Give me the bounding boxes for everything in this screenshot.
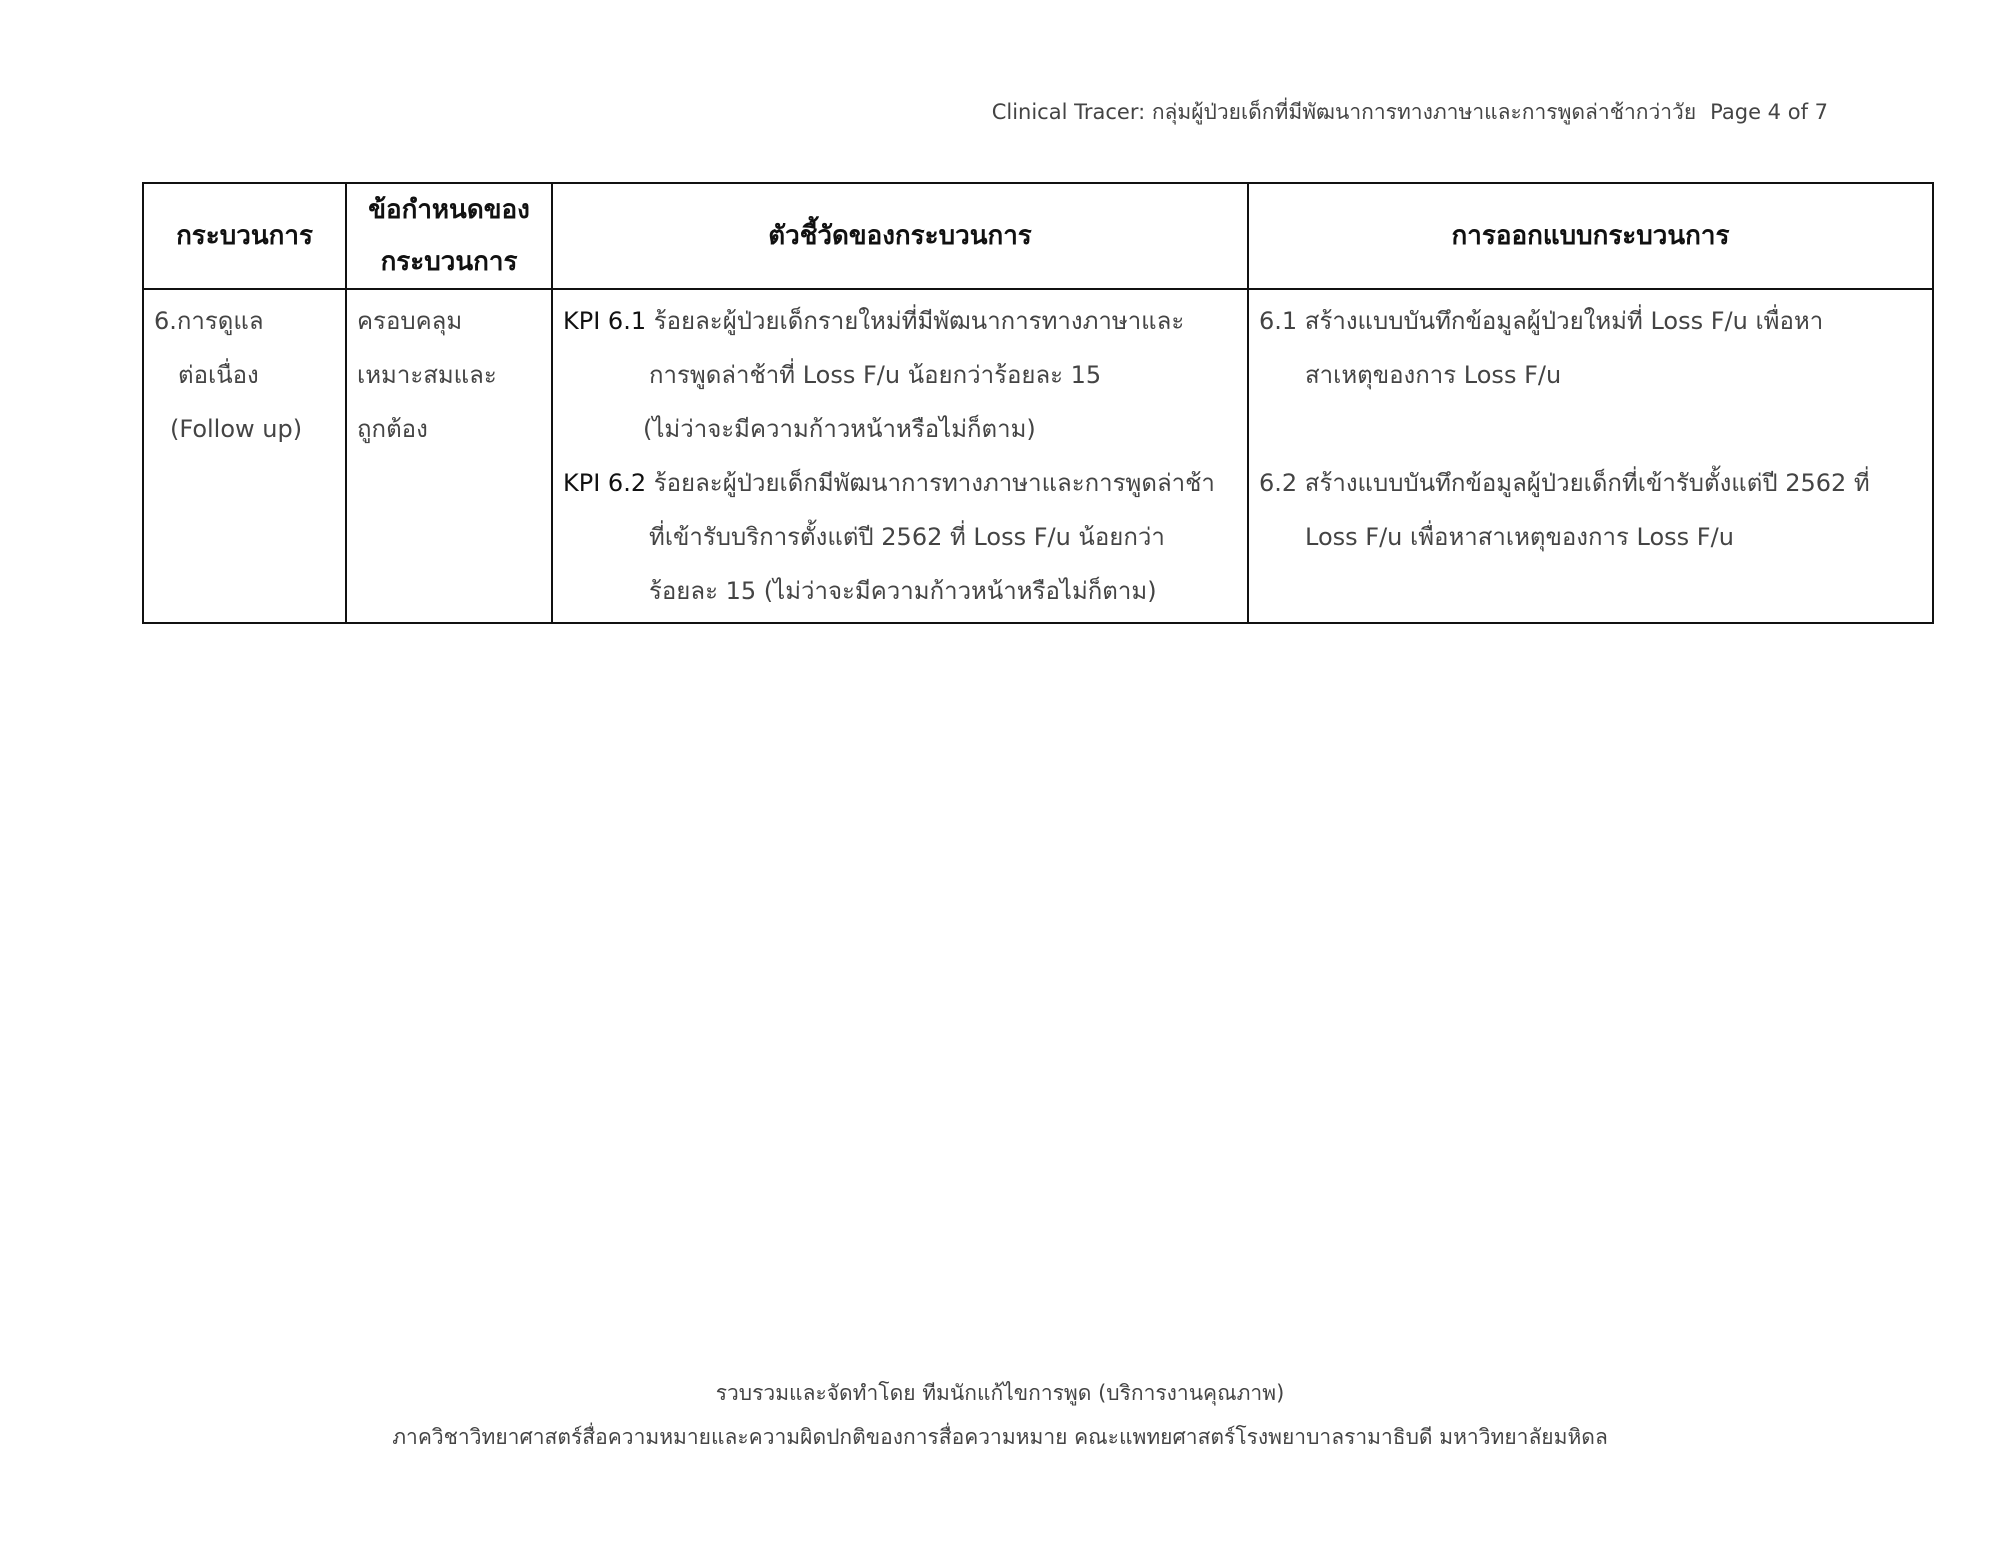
cell-design (1248, 289, 1933, 623)
kpi-6-1: KPI 6.1 ร้อยละผู้ป่วยเด็กรายใหม่ที่มีพัฒนาการทางภาษาและ (563, 307, 1185, 335)
kpi-line: ร้อยละ 15 (ไม่ว่าจะมีความก้าวหน้าหรือไม่ก็ตาม) (649, 577, 1157, 605)
clinical-tracer-table (142, 182, 1934, 624)
kpi-line: ที่เข้ารับบริการตั้งแต่ปี 2562 ที่ Loss F/u น้อยกว่า (649, 523, 1165, 551)
design-line: Loss F/u เพื่อหาสาเหตุของการ Loss F/u (1305, 523, 1734, 551)
design-line: 6.2 สร้างแบบบันทึกข้อมูลผู้ป่วยเด็กที่เข้ารับตั้งแต่ปี 2562 ที่ (1259, 469, 1870, 497)
header-indicator: ตัวชี้วัดของกระบวนการ (552, 183, 1248, 289)
requirement-line: ครอบคลุม (357, 307, 463, 335)
process-line: (Follow up) (170, 415, 303, 443)
design-line: 6.1 สร้างแบบบันทึกข้อมูลผู้ป่วยใหม่ที่ Loss F/u เพื่อหา (1259, 307, 1824, 335)
process-line: 6.การดูแล (154, 307, 264, 335)
cell-process (143, 289, 346, 623)
page-number: Page 4 of 7 (1710, 100, 1828, 124)
design-blank (1259, 402, 1922, 456)
kpi-6-2: KPI 6.2 ร้อยละผู้ป่วยเด็กมีพัฒนาการทางภาษาและการพูดล่าช้า (563, 469, 1215, 497)
requirement-line: เหมาะสมและ (357, 361, 497, 389)
footer-credit: รวบรวมและจัดทำโดย ทีมนักแก้ไขการพูด (บริการงานคุณภาพ) (715, 1381, 1285, 1405)
cell-indicator (552, 289, 1248, 623)
process-line: ต่อเนื่อง (178, 361, 259, 389)
document-title: Clinical Tracer: กลุ่มผู้ป่วยเด็กที่มีพัฒนาการทางภาษาและการพูดล่าช้ากว่าวัย (991, 100, 1697, 124)
page-header (992, 96, 1828, 129)
kpi-line: การพูดล่าช้าที่ Loss F/u น้อยกว่าร้อยละ 15 (649, 361, 1102, 389)
header-design: การออกแบบกระบวนการ (1248, 183, 1933, 289)
kpi-code: KPI 6.2 (563, 469, 647, 497)
kpi-line: (ไม่ว่าจะมีความก้าวหน้าหรือไม่ก็ตาม) (643, 415, 1036, 443)
table-row (143, 289, 1933, 623)
kpi-code: KPI 6.1 (563, 307, 647, 335)
design-line: สาเหตุของการ Loss F/u (1305, 361, 1562, 389)
footer-department: ภาควิชาวิทยาศาสตร์สื่อความหมายและความผิดปกติของการสื่อความหมาย คณะแพทยศาสตร์โรงพยาบาลรามาธิบดี มหาวิทยาลัยมหิดล (392, 1425, 1608, 1449)
header-process: กระบวนการ (143, 183, 346, 289)
header-requirement: ข้อกำหนดของ กระบวนการ (346, 183, 552, 289)
cell-requirement (346, 289, 552, 623)
table-header-row (143, 183, 1933, 289)
requirement-line: ถูกต้อง (357, 415, 428, 443)
